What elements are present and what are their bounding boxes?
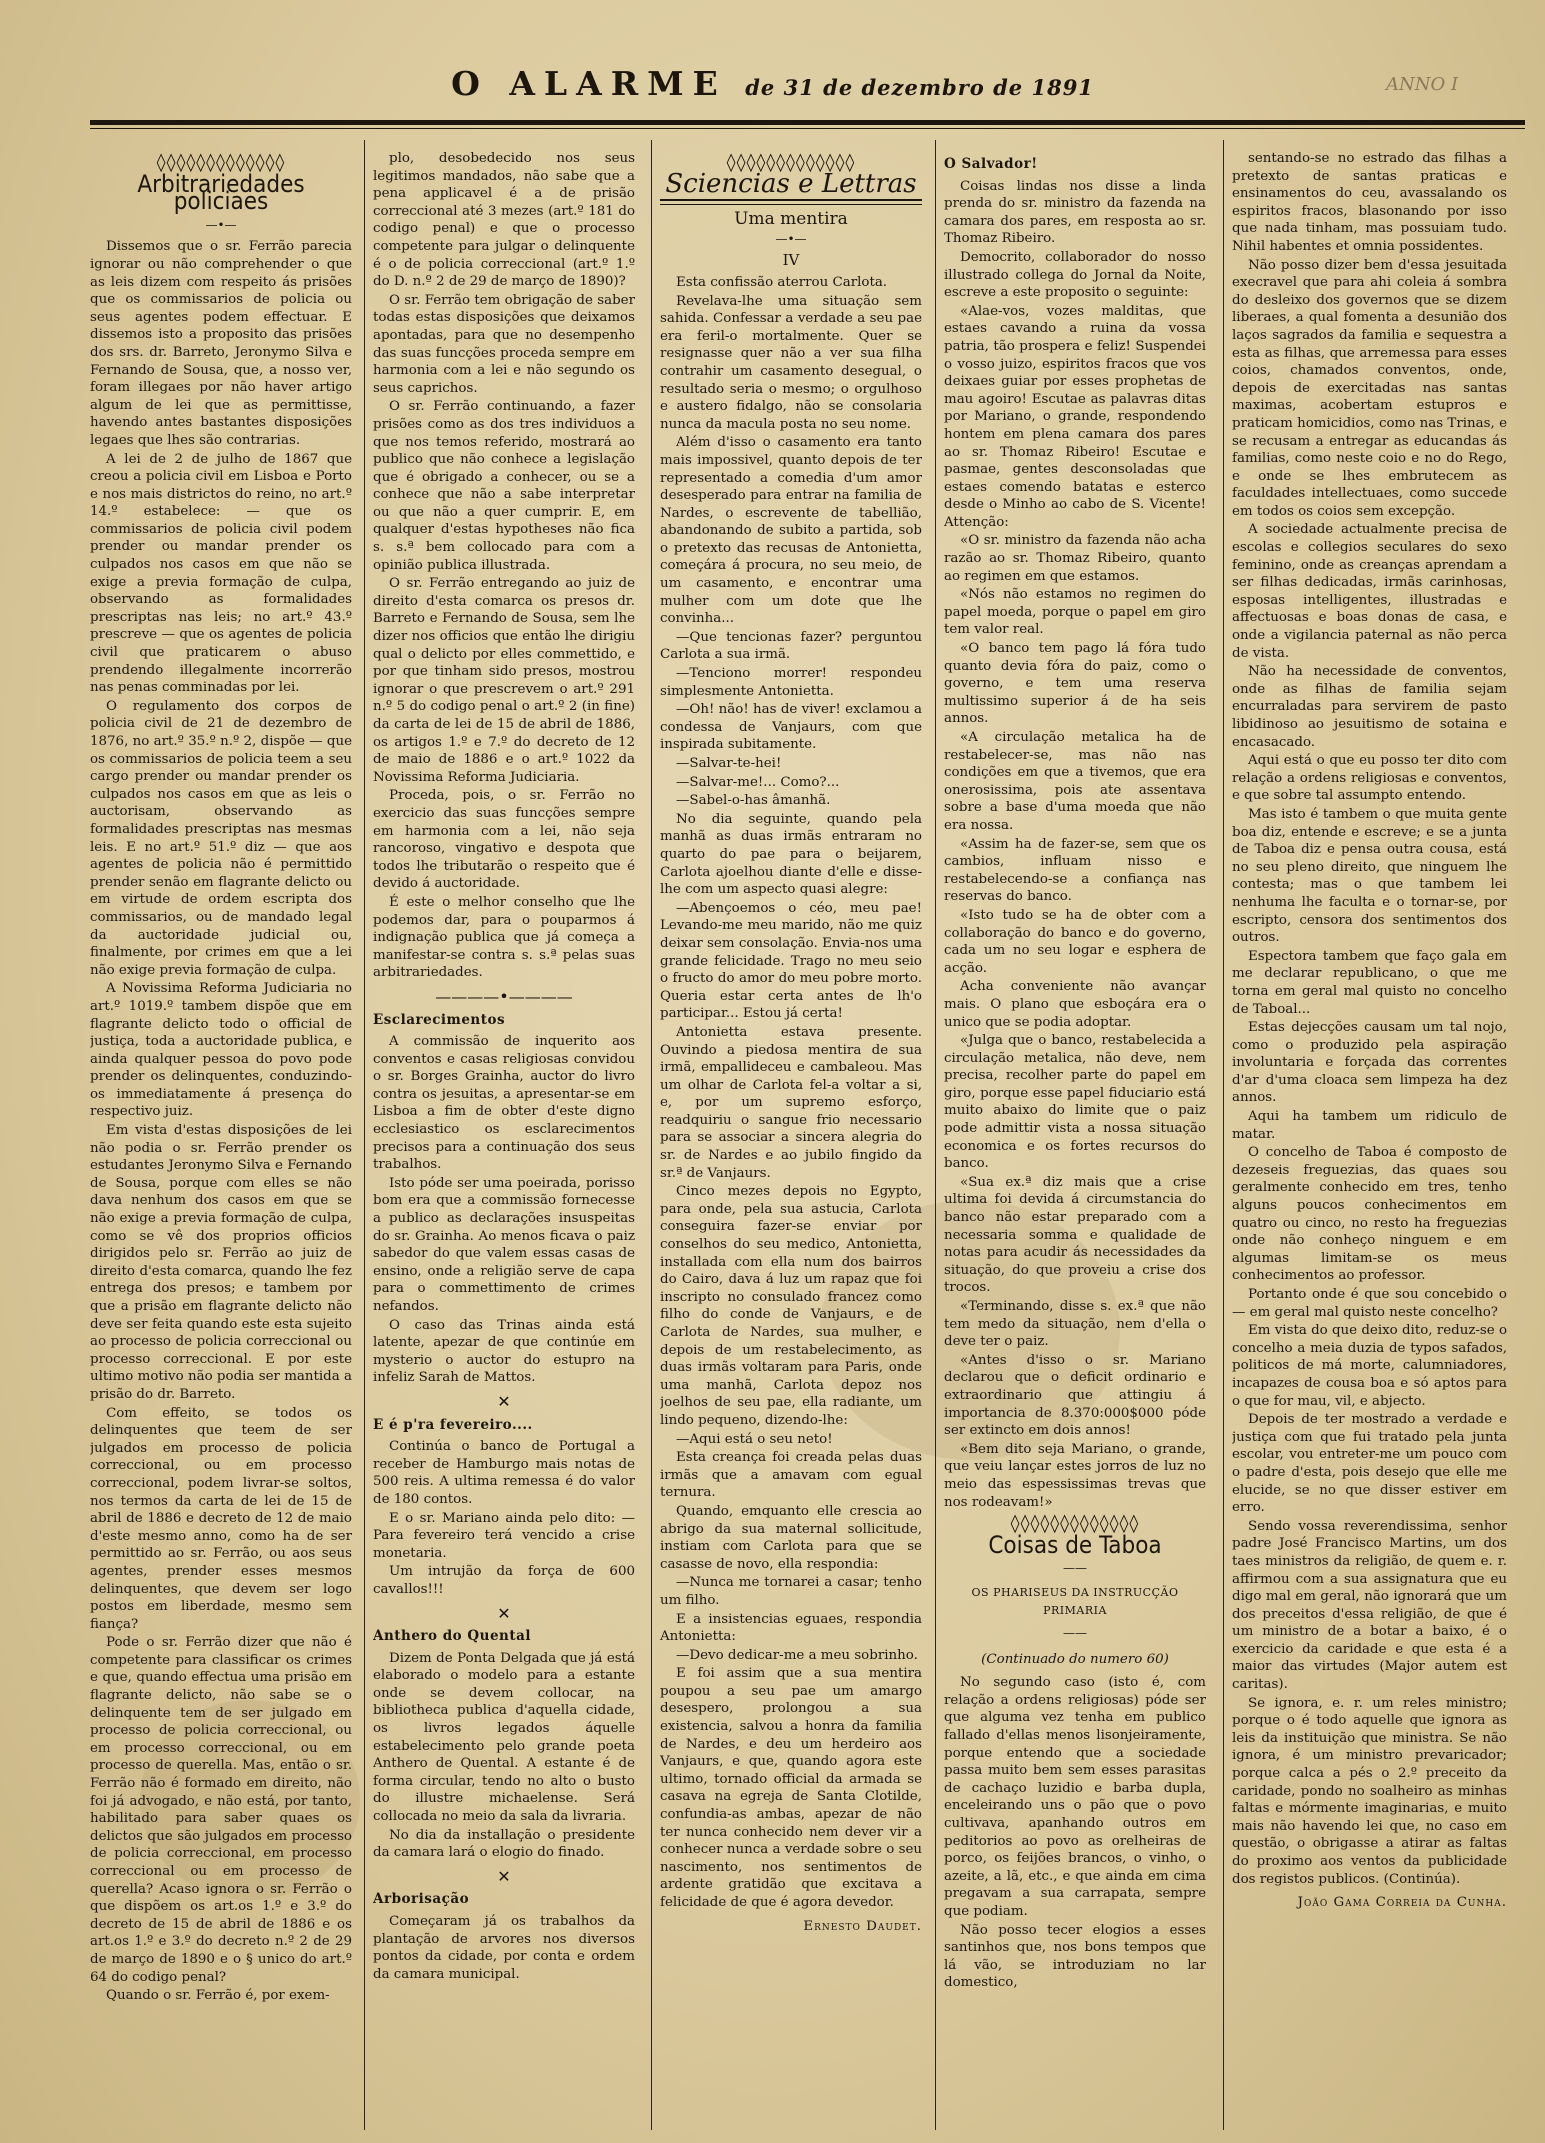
- chapter-number: IV: [782, 251, 800, 270]
- paragraph: E foi assim que a sua mentira poupou a seu pae um amargo desespero, prolongou a sua existencia, salvou a honra da familia de Nardes, e deu um herdeiro aos Vanjaurs, e que, quando agora este ultimo, tornado official da armada se casava na egreja de Santa Clotilde, confundia-as ambas, apezar de não ter nunca conhecido nem dever vir a conhecer nunca a verdade sobre o seu nascimento, nos sentimentos de ardente gratidão que excitava a felicidade de que é agora devedor.: [660, 1666, 922, 1910]
- paragraph: A sociedade actualmente precisa de escolas e collegios seculares do sexo feminino, onde as creanças aprendam a ser filhas dedicadas, irmãs carinhosas, esposas intelligentes, illustradas e affectuosas e boas donas de casa, e onde a vigilancia paternal as não perca de vista.: [1232, 522, 1507, 661]
- paragraph: Em vista d'estas disposições de lei não podia o sr. Ferrão prender os estudantes Jeronymo Silva e Fernando de Sousa, porque com elles se não dava nenhum dos casos em que se não exige a previa formação de culpa, como se vê dos proprios officios dirigidos pelo sr. Ferrão ao juiz de direito d'esta comarca, quando lhe fez entrega dos presos; e tambem por que a prisão em flagrante delicto não deve ser feita quando este esta sujeito ao processo de policia correccional ou processo correccional. E por este ultimo motivo não podia ser mantida a prisão do dr. Barreto.: [90, 1123, 352, 1402]
- divider: —•—: [205, 217, 237, 232]
- paragraph: «Alae-vos, vozes malditas, que estaes cavando a ruina da vossa patria, tão prospera e feliz! Suspendei o vosso juizo, espiritos fracos que vos deixaes guiar por esses prophetas de mau agoiro! Escutae as palavras ditas por Mariano, o grande, respondendo hontem em plena camara dos pares ao sr. Thomaz Ribeiro! Escutae e pasmae, gentes desconsoladas que estaes comendo batatas e esterco desde o Minho ao cabo de S. Vicente! Attenção:: [944, 303, 1206, 530]
- paragraph: A commissão de inquerito aos conventos e casas religiosas convidou o sr. Borges Grainha, auctor do livro contra os jesuitas, a apresentar-se em Lisboa a fim de obter d'este digno ecclesiastico os esclarecimentos precisos para a continuação dos seus trabalhos.: [373, 1034, 635, 1173]
- section-heading: Esclarecimentos: [373, 1011, 506, 1028]
- paragraph: É este o melhor conselho que lhe podemos dar, para o pouparmos á indignação publica que já começa a manifestar-se contra s. s.ª pelas suas arbitrariedades.: [373, 894, 635, 981]
- signature: João Gama Correia da Cunha.: [1297, 1895, 1507, 1911]
- section-heading: O Salvador!: [944, 156, 1038, 172]
- paragraph: Quando o sr. Ferrão é, por exem-: [106, 1988, 330, 2004]
- paragraph: Esta creança foi creada pelas duas irmãs que a amavam com egual ternura.: [660, 1450, 922, 1501]
- divider: —•—: [775, 231, 807, 246]
- paragraph: Não ha necessidade de conventos, onde as filhas de familia sejam encurraladas para servirem de pasto libidinoso ao jesuitismo de sotaina e encasacado.: [1232, 664, 1507, 750]
- paragraph: Sendo vossa reverendissima, senhor padre José Francisco Martins, um dos taes ministros da religião, de quem e. r. affirmou com a sua assignatura que eu digo mal em geral, não ignorará que um dos preceitos d'essa religião, de que é um ministro de a botar a baixo, é o exercicio da caridade e que esta é a maior das virtudes (Major autem est caritas).: [1232, 1518, 1507, 1693]
- paragraph: O sr. Ferrão continuando, a fazer prisões como as dos tres individuos a que nos temos referido, mostrará ao publico que não conhece a legislação que é obrigado a conhecer, ou se a conhece que não a sabe interpretar ou que não a quer cumprir. E, em qualquer d'estas hypotheses não fica s. s.ª bem collocado para com a opinião publica illustrada.: [373, 399, 635, 573]
- paragraph: O regulamento dos corpos de policia civil de 21 de dezembro de 1876, no art.º 35.º n.º 2, dispõe — que os commissarios de policia teem a seu cargo prender ou mandar prender os culpados nos casos em que as leis o auctorisam, observando as formalidades prescriptas nas mesmas leis. E no art.º 51.º diz — que aos agentes de policia não é permittido prender senão em flagrante delicto ou em virtude de ordem escripta dos commissarios, ou de mandado legal da auctoridade judicial ou, finalmente, por crimes em que a lei não exige previa formação de culpa.: [90, 698, 352, 978]
- ornament: ◊◊◊◊◊◊◊◊◊◊◊◊◊: [726, 152, 856, 173]
- title-rule: [660, 199, 922, 205]
- paragraph: —Abençoemos o céo, meu pae! Levando-me meu marido, não me quiz deixar sem consolação. Envia-nos uma grande felicidade. Trago no meu seio o fructo do amor do meu pobre morto. Queria estar certa antes de lh'o participar... Estou já certa!: [660, 900, 922, 1022]
- paragraph: Continúa o banco de Portugal a receber de Hamburgo mais notas de 500 reis. A ultima remessa é do valor de 180 contos.: [373, 1439, 635, 1507]
- paragraph: Aqui ha tambem um ridiculo de matar.: [1232, 1109, 1507, 1142]
- paragraph: «Nós não estamos no regimen do papel moeda, porque o papel em giro tem valor real.: [944, 587, 1206, 638]
- paragraph: O sr. Ferrão entregando ao juiz de direito d'esta comarca os presos dr. Barreto e Fernando de Sousa, sem lhe dizer nos officios que então lhe dirigiu qual o delicto por elles commettido, e por que tinham sido presos, mostrou ignorar o que prescrevem o art.º 291 n.º 5 do codigo penal o art.º 2 (in fine) da carta de lei de 15 de abril de 1886, os artigos 1.º e 7.º do decreto de 12 de maio de 1886 e o art.º 1022 da Novissima Reforma Judiciaria.: [373, 576, 635, 785]
- column-5: [1232, 150, 1507, 2125]
- header-rule-thin: [90, 128, 1525, 129]
- column-divider: [651, 140, 652, 2130]
- column-divider: [935, 140, 936, 2130]
- paragraph: Aqui está o que eu posso ter dito com relação a ordens religiosas e conventos, e que sobre tal assumpto entendo.: [1232, 753, 1507, 804]
- paragraph: O sr. Ferrão tem obrigação de saber todas estas disposições que deixamos apontadas, para que no desempenho das suas funcções proceda sempre em harmonia com a lei e não segundo os seus caprichos.: [373, 292, 635, 396]
- paragraph: Cinco mezes depois no Egypto, para onde, pela sua astucia, Carlota conseguira fazer-se enviar por conselhos do seu medico, Antonietta, installada com ella num dos bairros do Cairo, dava á luz um rapaz que foi inscripto no consulado francez como filho do conde de Vanjaurs, e de Carlota de Nardes, sua mulher, e depois de um restabelecimento, as duas irmãs voltaram para Paris, onde uma manhã, Carlota depoz nos joelhos de seu pae, ella radiante, um lindo pequeno, dizendo-lhe:: [660, 1184, 922, 1428]
- paragraph: No dia seguinte, quando pela manhã as duas irmãs entraram no quarto do pae para o beijarem, Carlota ajoelhou diante d'elle e disse-lhe com um aspecto quasi alegre:: [660, 811, 922, 898]
- paragraph: —Devo dedicar-me a meu sobrinho.: [676, 1647, 918, 1663]
- paragraph: E o sr. Mariano ainda pelo dito: — Para fevereiro terá vencido a crise monetaria.: [373, 1510, 635, 1561]
- column-3: [660, 150, 922, 2125]
- paragraph: —Aqui está o seu neto!: [676, 1431, 833, 1447]
- paper-name: O ALARME: [451, 64, 727, 103]
- issue-date: de 31 de dezembro de 1891: [745, 75, 1094, 100]
- divider: ——: [1063, 1561, 1087, 1576]
- paragraph: «A circulação metalica ha de restabelecer-se, mas não nas condições em que a tivemos, que era onerosissima, pois ate assentava sobre a base d'uma moeda que não era nossa.: [944, 730, 1206, 833]
- paragraph: Dizem de Ponta Delgada que já está elaborado o modelo para a estante onde se devem collocar, na bibliotheca publica d'aquella cidade, os livros legados áquelle estabelecimento pelo grande poeta Anthero de Quental. A estante é de forma circular, tendo no alto o busto do illustre michaelense. Será collocada no meio da sala da livraria.: [373, 1650, 635, 1825]
- paragraph: Quando, emquanto elle crescia ao abrigo da sua maternal sollicitude, instiam com Carlota para que se casasse de novo, ella respondia:: [660, 1503, 922, 1572]
- paragraph: «Antes d'isso o sr. Mariano declarou que o deficit ordinario e extraordinario que attingiu á importancia de 8.370:000$000 póde ser extincto em dois annos!: [944, 1352, 1206, 1439]
- paragraph: —Sabel-o-has âmanhã.: [676, 793, 831, 809]
- paragraph: Estas dejecções causam um tal nojo, como o produzido pela aspiração involuntaria e forçada das correntes d'ar d'uma cloaca sem limpeza ha dez annos.: [1232, 1020, 1507, 1106]
- section-body: [373, 1033, 635, 1387]
- ornament: ◊◊◊◊◊◊◊◊◊◊◊◊◊: [1010, 1513, 1140, 1535]
- paragraph: A Novissima Reforma Judiciaria no art.º 1019.º tambem dispõe que em flagrante delicto todo o official de justiça, toda a auctoridade publica, e ainda qualquer pessoa do povo pode prender os delinquentes, conduzindo-os immediatamente á presença do respectivo juiz.: [90, 981, 352, 1120]
- paragraph: «Isto tudo se ha de obter com a collaboração do banco e do governo, cada um no seu logar e esphera de acção.: [944, 907, 1206, 976]
- paragraph: No dia da installação o presidente da camara lará o elogio do finado.: [373, 1827, 635, 1861]
- story-title: Uma mentira: [734, 209, 848, 230]
- divider: ————•————: [435, 986, 573, 1006]
- section-body: [373, 1913, 635, 1983]
- paragraph: Mas isto é tambem o que muita gente boa diz, entende e escreve; e se a junta de Taboa diz e pensa outra cousa, está no seu pleno direito, que ninguem lhe contesta; mas o que tambem lei nenhuma lhe faculta e o tornar-se, por escripto, censora dos sentimentos dos outros.: [1232, 806, 1507, 946]
- column-4: [944, 150, 1206, 2125]
- column-2: [373, 150, 635, 2125]
- paragraph: —Salvar-te-hei!: [676, 756, 782, 771]
- ornament: ◊◊◊◊◊◊◊◊◊◊◊◊◊: [156, 152, 286, 173]
- paragraph: Depois de ter mostrado a verdade e justiça com que fui tratado pela junta escolar, vou entreter-me um pouco com o padre d'esta, pois desejo que elle me elucide, se no que disser estiver em erro.: [1232, 1412, 1507, 1516]
- paragraph: Se ignora, e. r. um reles ministro; porque o é todo aquelle que ignora as leis da instituição que ministra. Se não ignora, é um ministro prevaricador; porque calca a pés o 2.º preceito da caridade, pondo no soalheiro as minhas faltas e mórmente imaginarias, e muito mais não havendo lei que, no caso em questão, o obrigasse a atirar as faltas do proximo aos ventos da publicidade dos registos publicos. (Continúa).: [1232, 1695, 1507, 1887]
- separator-cross: ✕: [497, 1603, 511, 1623]
- divider: ——: [1063, 1626, 1087, 1641]
- paragraph: «Julga que o banco, restabelecida a circulação metalica, não deve, nem precisa, recolher parte do papel em giro, porque esse papel fiduciario está muito abaixo do limite que o paiz pode admittir vista a nossa situação economica e os fortes recursos do banco.: [944, 1033, 1206, 1172]
- masthead: [0, 64, 1545, 103]
- subsection-title: OS PHARISEUS DA INSTRUCÇÃO PRIMARIA: [971, 1585, 1179, 1617]
- paragraph: O concelho de Taboa é composto de dezeseis freguezias, das quaes sou geralmente conhecido em tres, tenho alguns poucos conhecimentos em quatro ou cinco, no resto ha freguezias onde não conheço ninguem e em algumas limitam-se os meus conhecimentos ao professor.: [1232, 1145, 1507, 1284]
- paragraph: Coisas lindas nos disse a linda prenda do sr. ministro da fazenda na camara dos pares, em resposta ao sr. Thomaz Ribeiro.: [944, 178, 1206, 247]
- paragraph: «Sua ex.ª diz mais que a crise ultima foi devida á circumstancia do banco não estar preparado com a necessaria somma e qualidade de notas para acudir ás necessidades da situação, do que proveiu a crise dos trocos.: [944, 1174, 1206, 1296]
- paragraph: No segundo caso (isto é, com relação a ordens religiosas) póde ser que alguma vez tenha em publico fallado d'ellas menos lisonjeiramente, porque entendo que a sociedade passa muito bem sem esses parasitas de cachaço luzidio e barba dupla, enceleirando uns o pão que o povo cultivava, apanhando outros em peditorios ao povo as orelheiras de porco, os feijões brancos, o vinho, o azeite, a lã, etc., e que ainda em cima pregavam a sua carrapata, sempre que podiam.: [944, 1675, 1206, 1919]
- article-title: Arbitrariedades policiaes: [137, 169, 305, 216]
- paragraph: Com effeito, se todos os delinquentes que teem de ser julgados em processo de policia correccional, ou em processo correccional, podem livrar-se soltos, nos termos da carta de lei de 15 de abril de 1886 e decreto de 12 de maio d'este mesmo anno, como ha de ser permittido ao sr. Ferrão, ou aos seus agentes, prender esses mesmos delinquentes, que devem ser logo postos em liberdade, mesmo sem fiança?: [90, 1405, 352, 1632]
- signature: Ernesto Daudet.: [803, 1918, 922, 1934]
- paragraph: —Salvar-me!... Como?...: [676, 774, 840, 790]
- paragraph: Portanto onde é que sou concebido o — em geral mal quisto neste concelho?: [1232, 1287, 1507, 1320]
- section-body: [944, 178, 1206, 1512]
- column-1: [90, 150, 352, 2125]
- article-body: [944, 1674, 1206, 1992]
- paragraph: Espectora tambem que faço gala em me declarar republicano, o que me torna em geral mal quisto no concelho de Taboal...: [1232, 948, 1507, 1017]
- section-body: [373, 1650, 635, 1862]
- paragraph: «O sr. ministro da fazenda não acha razão ao sr. Thomaz Ribeiro, quanto ao regimen em que estamos.: [944, 533, 1206, 584]
- paragraph: Dissemos que o sr. Ferrão parecia ignorar ou não comprehender o que as leis dizem com respeito ás prisões que os commissarios de policia ou seus agentes podem effectuar. E dissemos isto a proposito das prisões dos srs. dr. Barreto, Jeronymo Silva e Fernando de Sousa, que, a nosso ver, foram illegaes por não haver artigo algum de lei que as permittisse, havendo antes bastantes disposições legaes que lhes são contrarias.: [90, 239, 352, 448]
- paragraph: plo, desobedecido nos seus legitimos mandados, não sabe que a pena applicavel é a de prisão correccional até 3 mezes (art.º 181 do codigo penal) e que o processo competente para julgar o delinquente é o de policia correccional (art.º 1.º do D. n.º 2 de 29 de março de 1890)?: [373, 151, 635, 290]
- paragraph: Não posso dizer bem d'essa jesuitada execravel que para ahi coleia á sombra do desleixo dos governos que se dizem liberaes, a qual fomenta a desunião dos laços sagrados da familia e sequestra a esta as filhas, que arremessa para esses coios, chamados conventos, onde, depois de exercitadas nas santas maximas, acobertam estupros e praticam homicidios, como nas Trinas, e se recusam a entregar as educandas ás familias, como neste coio e no do Rego, e onde se lhes embrutecem as faculdades intellectuaes, como succede em todos os coios sem excepção.: [1232, 257, 1507, 519]
- paragraph: Acha conveniente não avançar mais. O plano que esboçára era o unico que se podia adoptar.: [944, 979, 1206, 1030]
- paragraph: —Tenciono morrer! respondeu simplesmente Antonietta.: [660, 666, 922, 699]
- paragraph: «Assim ha de fazer-se, sem que os cambios, influam nisso e restabelecendo-se a confiança nas reservas do banco.: [944, 836, 1206, 905]
- column-divider: [1223, 140, 1224, 2130]
- paragraph: E a insistencias eguaes, respondia Antonietta:: [660, 1611, 922, 1645]
- paragraph: Começaram já os trabalhos da plantação de arvores nos diversos pontos da cidade, por conta e ordem da camara municipal.: [373, 1914, 635, 1982]
- paragraph: Esta confissão aterrou Carlota.: [676, 274, 888, 290]
- separator-cross: ✕: [497, 1866, 511, 1886]
- article-body: [1232, 150, 1507, 1888]
- header-rule: [90, 120, 1525, 125]
- continued-note: (Continuado do numero 60): [981, 1651, 1169, 1667]
- section-heading: E é p'ra fevereiro....: [373, 1416, 533, 1433]
- paragraph: Proceda, pois, o sr. Ferrão no exercicio das suas funcções sempre em harmonia com a lei, não seja rancoroso, vingativo e despota que todos lhe tributarão o respeito que é devido á auctoridade.: [373, 788, 635, 892]
- paragraph: Além d'isso o casamento era tanto mais impossivel, quanto depois de ter representado a comedia d'um amor desesperado para entrar na familia de Nardes, o escrevente de tabellião, abandonando de subito a partida, sob o pretexto das recusas de Antonietta, começára á procura, no seu meio, de um casamento, e encontrar uma mulher com um dote que lhe convinha...: [660, 435, 922, 627]
- article-body: [90, 238, 352, 2004]
- paragraph: «Bem dito seja Mariano, o grande, que veiu lançar estes jorros de luz no meio das espessissimas trevas que nos rodeavam!»: [944, 1441, 1206, 1510]
- story-body: [660, 274, 922, 1912]
- article-body: [373, 150, 635, 982]
- paragraph: Pode o sr. Ferrão dizer que não é competente para classificar os crimes e que, quando effectua uma prisão em flagrante delicto, não sabe se o delinquente tem de ser julgado em processo de policia correccional, ou em processo correccional, ou em processo de querella. Mas, então o sr. Ferrão não é formado em direito, não foi já advogado, e não está, por tanto, habilitado para saber quaes os delictos que são julgados em processo de policia correccional, em processo correccional ou em processo de querella? Acaso ignora o sr. Ferrão o que dispõem os art.os 1.º e 3.º do decreto de 15 de abril de 1886 e os art.os 1.º e 3.º do decreto n.º 2 de 29 de março de 1890 e o § unico do art.º 64 do codigo penal?: [90, 1635, 352, 1985]
- paragraph: Não posso tecer elogios a esses santinhos que, nos bons tempos que lá vão, se introduziam no lar domestico,: [944, 1922, 1206, 1991]
- paragraph: «O banco tem pago lá fóra tudo quanto devia fóra do paiz, como o governo, e tem uma reserva multissimo superior á de ha seis annos.: [944, 641, 1206, 727]
- article-title: Coisas de Taboa: [988, 1530, 1162, 1559]
- section-heading: Arborisação: [373, 1891, 470, 1908]
- corner-tag: ANNO I: [1386, 74, 1459, 95]
- paragraph: A lei de 2 de julho de 1867 que creou a policia civil em Lisboa e Porto e nos mais districtos do reino, no art.º 14.º estabelece: — que os commissarios de policia civil podem prender ou mandar prender os culpados nos casos em que não se exige a previa formação de culpa, observando as formalidades prescriptas nas leis; no art.º 43.º prescreve — que os agentes de policia civil que praticarem o abuso prendendo illegalmente incorrerão nas penas comminadas por lei.: [90, 451, 352, 696]
- paragraph: —Oh! não! has de viver! exclamou a condessa de Vanjaurs, com que inspirada subitamente.: [660, 702, 922, 753]
- section-title: Sciencias e Lettras: [665, 168, 917, 199]
- separator-cross: ✕: [497, 1391, 511, 1411]
- paragraph: Um intrujão da força de 600 cavallos!!!: [373, 1564, 635, 1597]
- paragraph: Em vista do que deixo dito, reduz-se o concelho a meia duzia de typos safados, politicos de má morte, calumniadores, incapazes de cousa boa e só aptos para o que for mau, vil, e abjecto.: [1232, 1323, 1507, 1409]
- paragraph: Isto póde ser uma poeirada, porisso bom era que a commissão fornecesse a publico as declarações insuspeitas do sr. Grainha. Ao menos ficava o paiz sabedor do que valem essas casas de ensino, onde a religião serve de capa para o commettimento de crimes nefandos.: [373, 1175, 635, 1314]
- paragraph: «Terminando, disse s. ex.ª que não tem medo da situação, nem d'ella o deve ter o paiz.: [944, 1299, 1206, 1350]
- paragraph: Antonietta estava presente. Ouvindo a piedosa mentira de sua irmã, empallideceu e cambaleou. Mas um olhar de Carlota fel-a voltar a si, e, por um supremo esforço, readquiriu o sangue frio necessario para se associar a sincera alegria do sr. de Nardes e ao jubilo fingido da sr.ª de Vanjaurs.: [660, 1024, 922, 1181]
- paragraph: —Que tencionas fazer? perguntou Carlota a sua irmã.: [660, 629, 922, 663]
- column-divider: [364, 140, 365, 2130]
- paragraph: O caso das Trinas ainda está latente, apezar de que continúe em mysterio o auctor do estupro na infeliz Sarah de Mattos.: [373, 1317, 635, 1386]
- paragraph: Revelava-lhe uma situação sem sahida. Confessar a verdade a seu pae era feril-o mortalmente. Quer se resignasse quer não a ver sua filha contrahir um casamento desegual, o resultado seria o mesmo; o orgulhoso e austero fidalgo, não se consolaria nunca da macula posta no seu nome.: [660, 293, 922, 432]
- section-body: [373, 1438, 635, 1598]
- paragraph: sentando-se no estrado das filhas a pretexto de santas praticas e ensinamentos do ceu, avassalando os espiritos fracos, blasonando por isso que nada tinham, mas possuiam tudo. Nihil habentes et omnia possidentes.: [1232, 151, 1507, 254]
- paragraph: —Nunca me tornarei a casar; tenho um filho.: [660, 1575, 922, 1608]
- section-heading: Anthero do Quental: [373, 1628, 531, 1645]
- paragraph: Democrito, collaborador do nosso illustrado collega do Jornal da Noite, escreve a este proposito o seguinte:: [944, 249, 1206, 301]
